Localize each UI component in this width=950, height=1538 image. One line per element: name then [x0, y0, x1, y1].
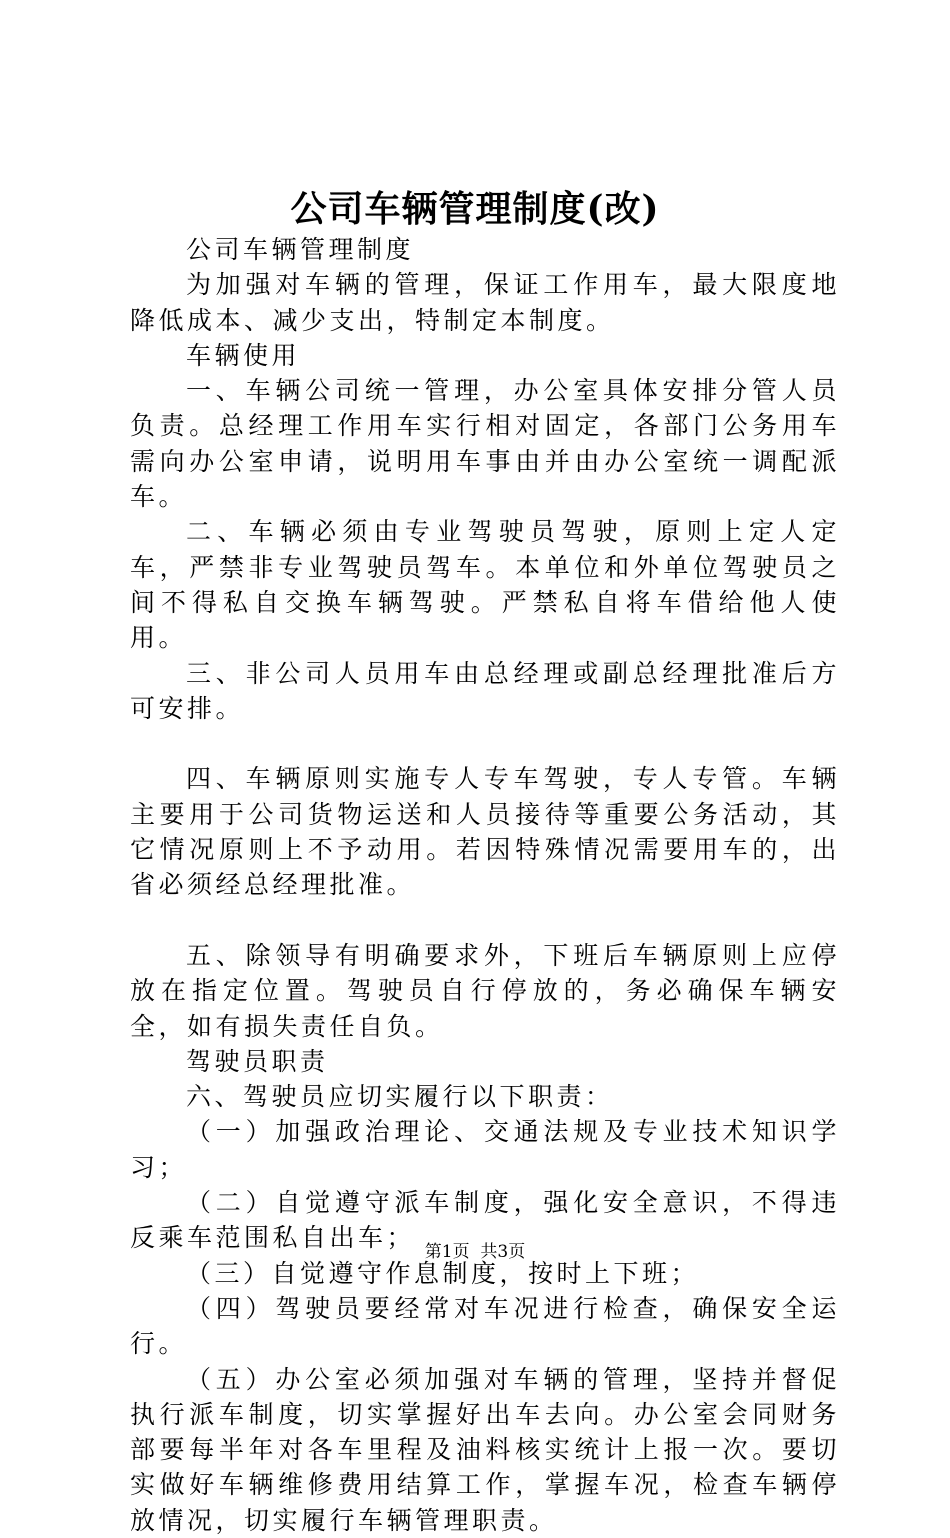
page-footer — [0, 1240, 950, 1264]
paragraph-clause-5: 五、除领导有明确要求外，下班后车辆原则上应停放在指定位置。驾驶员自行停放的，务必确保车辆安全，如有损失责任自负。 — [130, 940, 840, 1041]
document-title: 公司车辆管理制度(改) — [290, 188, 660, 230]
paragraph-clause-1: 一、车辆公司统一管理，办公室具体安排分管人员负责。总经理工作用车实行相对固定，各部门公务用车需向办公室申请，说明用车事由并由办公室统一调配派车。 — [130, 376, 840, 512]
duty-item-2: （二）自觉遵守派车制度，强化安全意识，不得违反乘车范围私自出车； — [130, 1188, 840, 1253]
paragraph-clause-6: 六、驾驶员应切实履行以下职责： — [186, 1082, 614, 1112]
duty-item-3: （三）自觉遵守作息制度，按时上下班； — [186, 1258, 700, 1288]
paragraph-clause-4: 四、车辆原则实施专人专车驾驶，专人专管。车辆主要用于公司货物运送和人员接待等重要公务活动，其它情况原则上不予动用。若因特殊情况需要用车的，出省必须经总经理批准。 — [130, 764, 840, 900]
paragraph-heading: 公司车辆管理制度 — [186, 235, 415, 264]
duty-item-4: （四）驾驶员要经常对车况进行检查，确保安全运行。 — [130, 1293, 840, 1359]
duty-item-5: （五）办公室必须加强对车辆的管理，坚持并督促执行派车制度，切实掌握好出车去向。办公室会同财务部要每半年对各车里程及油料核实统计上报一次。要切实做好车辆维修费用结算工作，掌握车况，检查车辆停放情况，切实履行车辆管理职责。 — [130, 1364, 840, 1535]
section-heading-vehicle-use: 车辆使用 — [186, 340, 301, 370]
paragraph-gap — [130, 903, 840, 938]
paragraph-clause-3: 三、非公司人员用车由总经理或副总经理批准后方可安排。 — [130, 658, 840, 723]
duty-item-1: （一）加强政治理论、交通法规及专业技术知识学习； — [130, 1117, 840, 1182]
document-body — [130, 232, 840, 1538]
section-heading-driver-duties: 驾驶员职责 — [186, 1046, 329, 1076]
paragraph-gap — [130, 726, 840, 761]
paragraph-clause-2: 二、车辆必须由专业驾驶员驾驶，原则上定人定车，严禁非专业驾驶员驾车。本单位和外单位驾驶员之间不得私自交换车辆驾驶。严禁私自将车借给他人使用。 — [130, 517, 840, 653]
paragraph-purpose: 为加强对车辆的管理，保证工作用车，最大限度地降低成本、减少支出，特制定本制度。 — [130, 270, 840, 335]
page-number: 第1页 — [424, 1242, 470, 1262]
page-total: 共3页 — [480, 1242, 526, 1262]
